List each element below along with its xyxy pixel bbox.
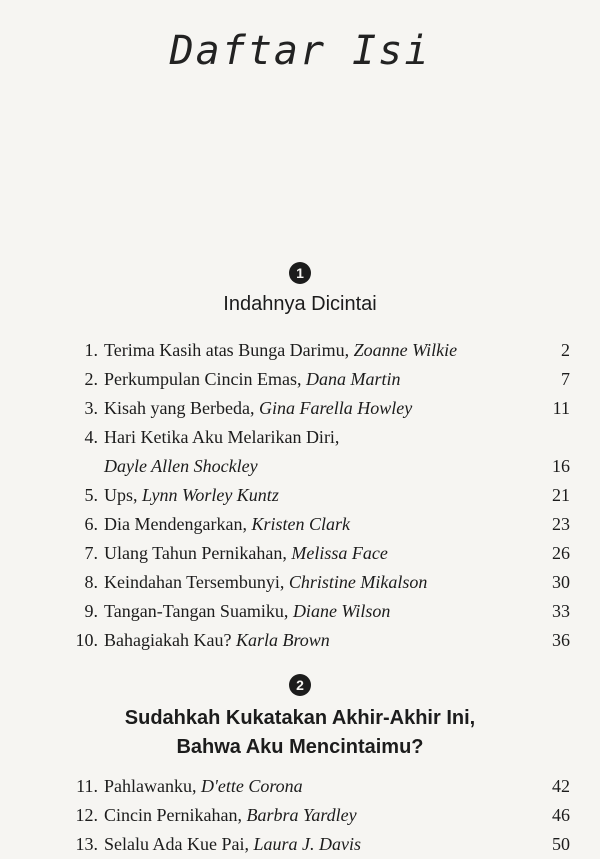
entry-title: Keindahan Tersembunyi, — [104, 572, 285, 592]
section-2-entries — [0, 772, 600, 859]
entry-page: 30 — [552, 572, 570, 592]
entry-number: 9. — [84, 601, 98, 621]
toc-entry-10[interactable] — [0, 626, 600, 655]
entry-number: 1. — [84, 340, 98, 360]
toc-entry-8[interactable] — [0, 568, 600, 597]
entry-page: 46 — [552, 805, 570, 825]
entry-page: 11 — [552, 398, 570, 418]
entry-author: Melissa Face — [291, 543, 388, 563]
entry-page: 50 — [552, 834, 570, 854]
toc-entry-13[interactable] — [0, 830, 600, 859]
entry-number: 12. — [75, 805, 98, 825]
entry-title: Terima Kasih atas Bunga Darimu, — [104, 340, 350, 360]
entry-number: 10. — [75, 630, 98, 650]
toc-entry-11[interactable] — [0, 772, 600, 801]
section-2-title-line-1: Sudahkah Kukatakan Akhir-Akhir Ini, — [124, 707, 476, 729]
section-1-number: 1 — [289, 262, 311, 284]
entry-page: 21 — [552, 485, 570, 505]
entry-author: Zoanne Wilkie — [353, 340, 458, 360]
page-title: Daftar Isi — [169, 28, 431, 74]
entry-author: Lynn Worley Kuntz — [142, 485, 279, 505]
entry-author: Christine Mikalson — [288, 572, 428, 592]
entry-number: 11. — [76, 776, 98, 796]
toc-entry-9[interactable] — [0, 597, 600, 626]
entry-title: Tangan-Tangan Suamiku, — [104, 601, 289, 621]
toc-entry-1[interactable] — [0, 336, 600, 365]
entry-title: Cincin Pernikahan, — [104, 805, 242, 825]
entry-author: D'ette Corona — [200, 776, 303, 796]
entry-title: Bahagiakah Kau? — [104, 630, 232, 650]
section-1-title-line: Indahnya Dicintai — [223, 293, 377, 315]
entry-author: Kristen Clark — [251, 514, 350, 534]
entry-author: Karla Brown — [235, 630, 330, 650]
entry-page: 42 — [552, 776, 570, 796]
entry-page: 36 — [552, 630, 570, 650]
entry-author: Dayle Allen Shockley — [104, 456, 258, 476]
section-2-title-line-2: Bahwa Aku Mencintaimu? — [176, 736, 424, 758]
entry-page: 23 — [552, 514, 570, 534]
entry-page: 16 — [552, 456, 570, 476]
section-2-number: 2 — [289, 674, 311, 696]
entry-title: Dia Mendengarkan, — [104, 514, 247, 534]
toc-entry-6[interactable] — [0, 510, 600, 539]
toc-entry-3[interactable] — [0, 394, 600, 423]
section-1-badge — [0, 262, 600, 284]
entry-title: Selalu Ada Kue Pai, — [104, 834, 249, 854]
entry-number: 5. — [84, 485, 98, 505]
entry-title: Ups, — [104, 485, 138, 505]
entry-page: 7 — [561, 369, 570, 389]
section-2-title — [0, 704, 600, 762]
section-1-title — [0, 290, 600, 319]
entry-number: 4. — [84, 427, 98, 447]
entry-title: Hari Ketika Aku Melarikan Diri, — [104, 427, 340, 447]
entry-author: Laura J. Davis — [253, 834, 361, 854]
toc-entry-12[interactable] — [0, 801, 600, 830]
entry-number: 7. — [84, 543, 98, 563]
entry-title: Perkumpulan Cincin Emas, — [104, 369, 302, 389]
entry-title: Kisah yang Berbeda, — [104, 398, 255, 418]
entry-title: Pahlawanku, — [104, 776, 197, 796]
entry-author: Dana Martin — [305, 369, 401, 389]
toc-entry-2[interactable] — [0, 365, 600, 394]
entry-title: Ulang Tahun Pernikahan, — [104, 543, 287, 563]
section-2-badge — [0, 674, 600, 696]
entry-number: 6. — [84, 514, 98, 534]
entry-page: 2 — [561, 340, 570, 360]
entry-number: 2. — [84, 369, 98, 389]
entry-page: 26 — [552, 543, 570, 563]
toc-entry-4[interactable] — [0, 423, 600, 481]
section-1-entries — [0, 336, 600, 655]
entry-author: Diane Wilson — [292, 601, 391, 621]
entry-number: 3. — [84, 398, 98, 418]
toc-entry-5[interactable] — [0, 481, 600, 510]
entry-author: Barbra Yardley — [246, 805, 357, 825]
toc-entry-7[interactable] — [0, 539, 600, 568]
entry-number: 8. — [84, 572, 98, 592]
entry-page: 33 — [552, 601, 570, 621]
entry-author: Gina Farella Howley — [258, 398, 413, 418]
entry-number: 13. — [75, 834, 98, 854]
